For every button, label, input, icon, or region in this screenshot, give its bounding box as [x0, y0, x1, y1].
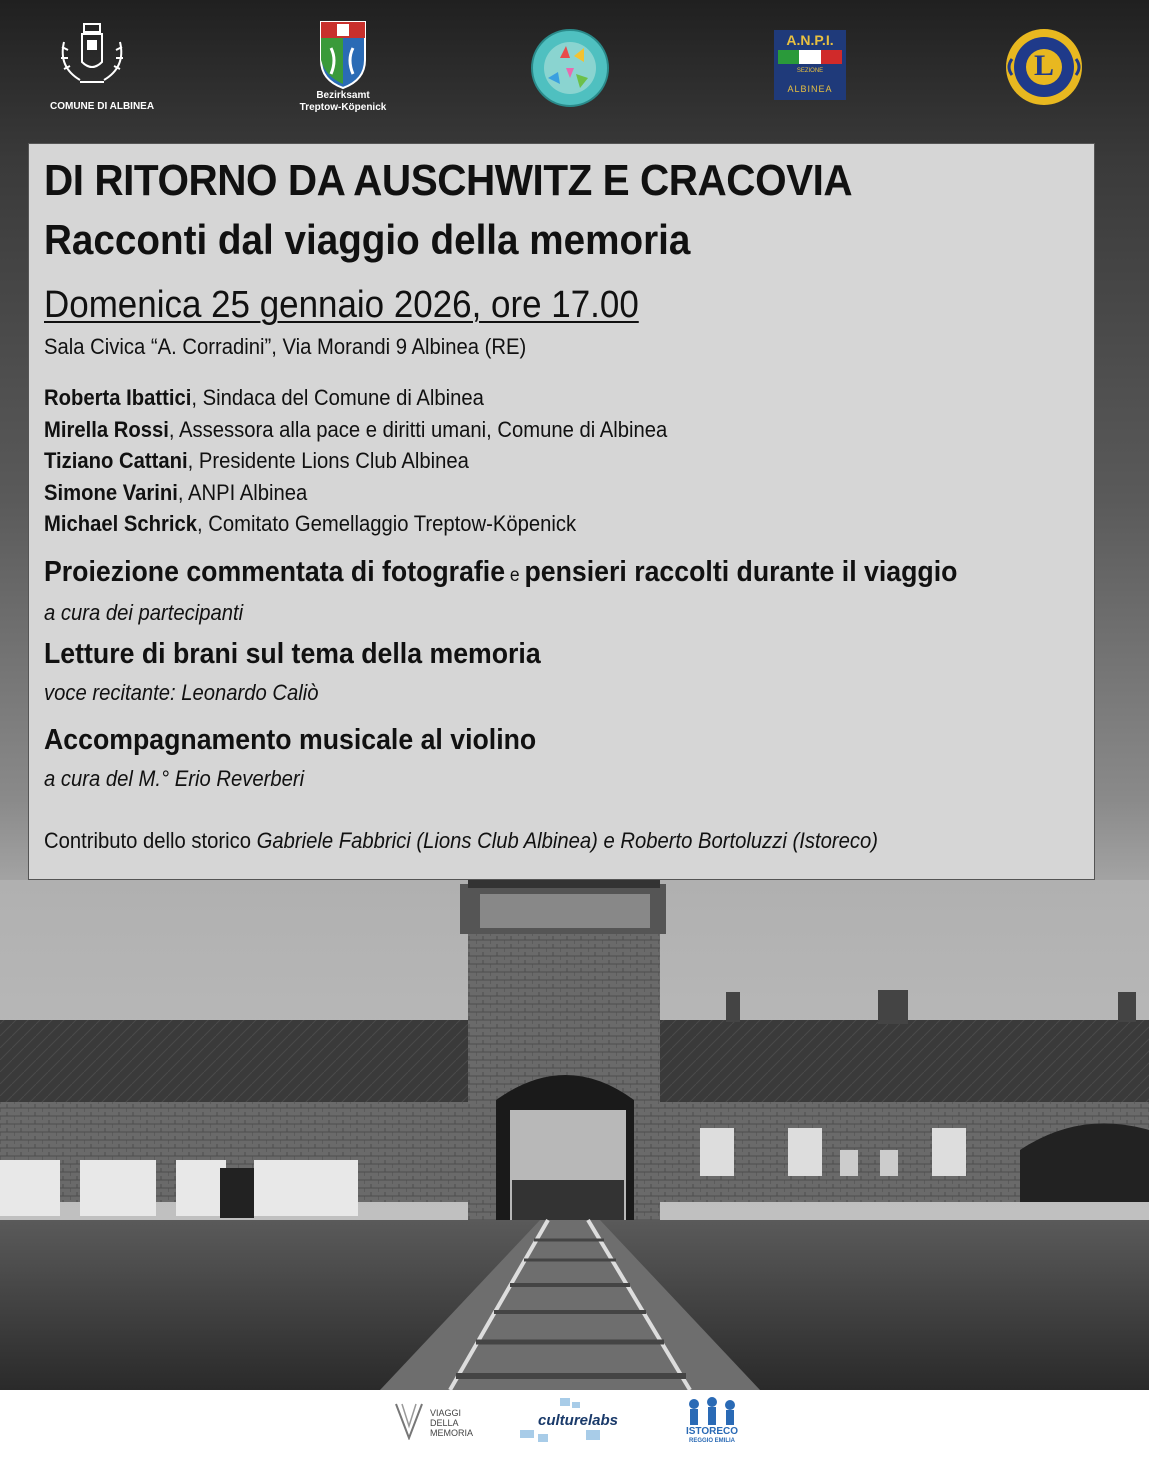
speaker-name: Simone Varini	[44, 479, 178, 505]
istoreco-text: ISTORECO	[685, 1426, 739, 1437]
crest-icon	[50, 22, 134, 94]
culturelabs-logo	[520, 1398, 620, 1450]
event-title: DI RITORNO DA AUSCHWITZ E CRACOVIA	[44, 156, 853, 205]
bezirksamt-caption-line1: Bezirksamt	[316, 90, 370, 101]
contribution-prefix: Contributo dello storico	[44, 828, 257, 853]
viaggi-line1: VIAGGI	[430, 1408, 462, 1418]
auschwitz-gate-photo	[0, 880, 1149, 1390]
anpi-caption-title: A.N.P.I.	[786, 32, 834, 48]
speaker-role: , ANPI Albinea	[177, 479, 308, 505]
section-title-connector: e	[505, 565, 525, 586]
comitato-gemellaggio-logo	[530, 28, 610, 108]
contribution-names: Gabriele Fabbrici (Lions Club Albinea) e Roberto Bortoluzzi (Istoreco)	[256, 828, 878, 853]
istoreco-logo	[682, 1396, 742, 1448]
istoreco-subtext: REGGIO EMILIA	[688, 1438, 735, 1444]
shield-icon	[313, 20, 373, 90]
speaker-name: Mirella Rossi	[44, 416, 169, 442]
event-subtitle: Racconti dal viaggio della memoria	[44, 216, 691, 263]
speaker-role: , Presidente Lions Club Albinea	[187, 448, 469, 473]
istoreco-figures-icon	[682, 1396, 742, 1426]
comune-albinea-caption: COMUNE DI ALBINEA	[50, 101, 155, 112]
lions-letter: L	[1033, 49, 1054, 82]
viaggi-line2: DELLA	[430, 1418, 459, 1428]
viaggi-line3: MEMORIA	[430, 1428, 474, 1438]
speaker-role: , Sindaca del Comune di Albinea	[191, 385, 484, 410]
section-readings-title: Letture di brani sul tema della memoria	[44, 638, 541, 670]
speaker-row	[44, 508, 667, 540]
hands-circle-icon	[530, 28, 610, 108]
event-date: Domenica 25 gennaio 2026, ore 17.00	[44, 284, 639, 326]
lions-logo	[1004, 27, 1084, 107]
section-music-subtitle: a cura del M.° Erio Reverberi	[44, 766, 305, 791]
v-logo-icon	[394, 1402, 424, 1440]
event-venue: Sala Civica “A. Corradini”, Via Morandi 9 Albinea (RE)	[44, 334, 527, 359]
bezirksamt-caption-line2: Treptow-Köpenick	[299, 102, 387, 113]
speaker-name: Tiziano Cattani	[44, 448, 188, 473]
logo-bar	[0, 0, 1149, 140]
speaker-row	[44, 382, 667, 414]
section-title-part: Proiezione commentata di fotografie	[44, 556, 506, 588]
culturelabs-text: culturelabs	[538, 1412, 619, 1429]
speaker-row	[44, 414, 667, 446]
historian-contribution	[44, 828, 878, 854]
viaggi-memoria-logo	[394, 1402, 484, 1442]
speaker-name: Michael Schrick	[44, 511, 198, 536]
section-projection-title	[44, 556, 957, 589]
section-readings-subtitle: voce recitante: Leonardo Caliò	[44, 680, 319, 705]
speaker-role: , Assessora alla pace e diritti umani, Comune di Albinea	[168, 416, 668, 442]
anpi-caption-section: SEZIONE	[796, 68, 824, 74]
footer-sponsors	[0, 1390, 1149, 1474]
event-info-box	[28, 143, 1095, 880]
section-projection-subtitle: a cura dei partecipanti	[44, 600, 244, 625]
speaker-row	[44, 445, 667, 477]
speaker-role: , Comitato Gemellaggio Treptow-Köpenick	[197, 511, 577, 536]
section-music-title: Accompagnamento musicale al violino	[44, 724, 537, 756]
anpi-caption-place: ALBINEA	[787, 84, 833, 94]
section-title-part: pensieri raccolti durante il viaggio	[524, 556, 958, 588]
speaker-name: Roberta Ibattici	[44, 385, 192, 410]
comune-albinea-logo	[50, 22, 155, 112]
speaker-row	[44, 477, 667, 509]
bezirksamt-logo	[290, 20, 396, 120]
anpi-logo	[774, 30, 846, 100]
speakers-list	[44, 382, 667, 540]
